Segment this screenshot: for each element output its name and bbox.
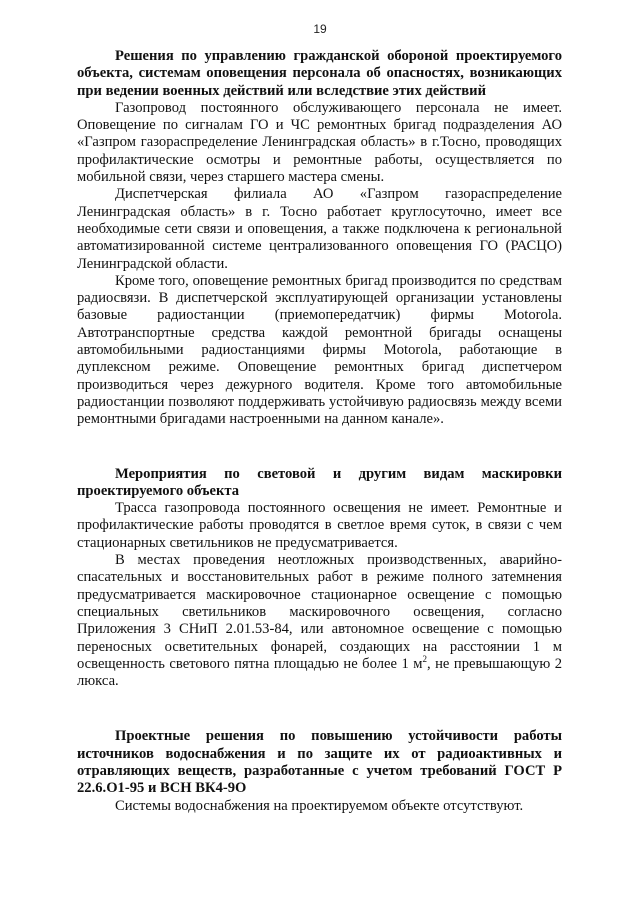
page-content (77, 48, 562, 815)
section-civil-defense (77, 48, 562, 429)
paragraph-dispatch-office: Диспетчерская филиала АО «Газпром газораспределение Ленинградская область» в г. Тосно работает круглосуточно, имеет все необходимые сети связи и оповещения, а также подключена к региональной автоматизированной системе централизованного оповещения ГО (РАСЦО) Ленинградской области. (77, 186, 562, 272)
square-meter-superscript: 2 (422, 653, 427, 664)
paragraph-pipeline-lighting: Трасса газопровода постоянного освещения не имеет. Ремонтные и профилактические работы проводятся в светлое время суток, в связи с чем стационарных светильников не предусматривается. (77, 500, 562, 551)
paragraph-emergency-lighting-text: В местах проведения неотложных производственных, аварийно-спасательных и восстановительных работ в режиме полного затемнения предусматривается маскировочное стационарное освещение с помощью специальных светильников маскировочного освещения, согласно Приложения 3 СНиП 2.01.53-84, или автономное освещение с помощью переносных осветительных фонарей, создающих на расстоянии 1 м освещенность светового пятна площадью не более 1 м (77, 552, 562, 672)
page-number: 19 (313, 22, 327, 36)
paragraph-staff-notification: Газопровод постоянного обслуживающего персонала не имеет. Оповещение по сигналам ГО и ЧС ремонтных бригад подразделения АО «Газпром газораспределение Ленинградская область» в г.Тосно, проводящих профилактические осмотры и ремонтные работы, осуществляется по мобильной связи, через старшего мастера смены. (77, 99, 562, 186)
section-heading-water-supply: Проектные решения по повышению устойчивости работы источников водоснабжения и по защите их от радиоактивных и отравляющих веществ, разработанные с учетом требований ГОСТ Р 22.6.О1-95 и ВСН ВК4-9О (77, 728, 562, 797)
paragraph-emergency-lighting (77, 552, 562, 690)
section-water-supply (77, 728, 562, 814)
paragraph-radio-communication: Кроме того, оповещение ремонтных бригад производится по средствам радиосвязи. В диспетчерской эксплуатирующей организации установлены базовые радиостанции (приемопередатчик) фирмы Motorola. Автотранспортные средства каждой ремонтной бригады оснащены автомобильными радиостанциями фирмы Motorola, работающие в дуплексном режиме. Оповещение ремонтных бригад диспетчером производиться через дежурного водителя. Кроме того автомобильные радиостанции позволяют поддерживать устойчивую радиосвязь между всеми ремонтными бригадами настроенными на данном канале». (77, 272, 562, 428)
section-heading-light-masking: Мероприятия по световой и другим видам маскировки проектируемого объекта (77, 465, 562, 499)
paragraph-emergency-lighting-end: , не превышающую 2 люкса. (77, 655, 563, 690)
paragraph-water-supply: Системы водоснабжения на проектируемом объекте отсутствуют. (115, 797, 524, 814)
section-light-masking (77, 466, 562, 691)
section-heading-civil-defense: Решения по управлению гражданской обороной проектируемого объекта, системам оповещения персонала об опасностях, возникающих при ведении военных действий или вследствие этих действий (77, 48, 562, 99)
